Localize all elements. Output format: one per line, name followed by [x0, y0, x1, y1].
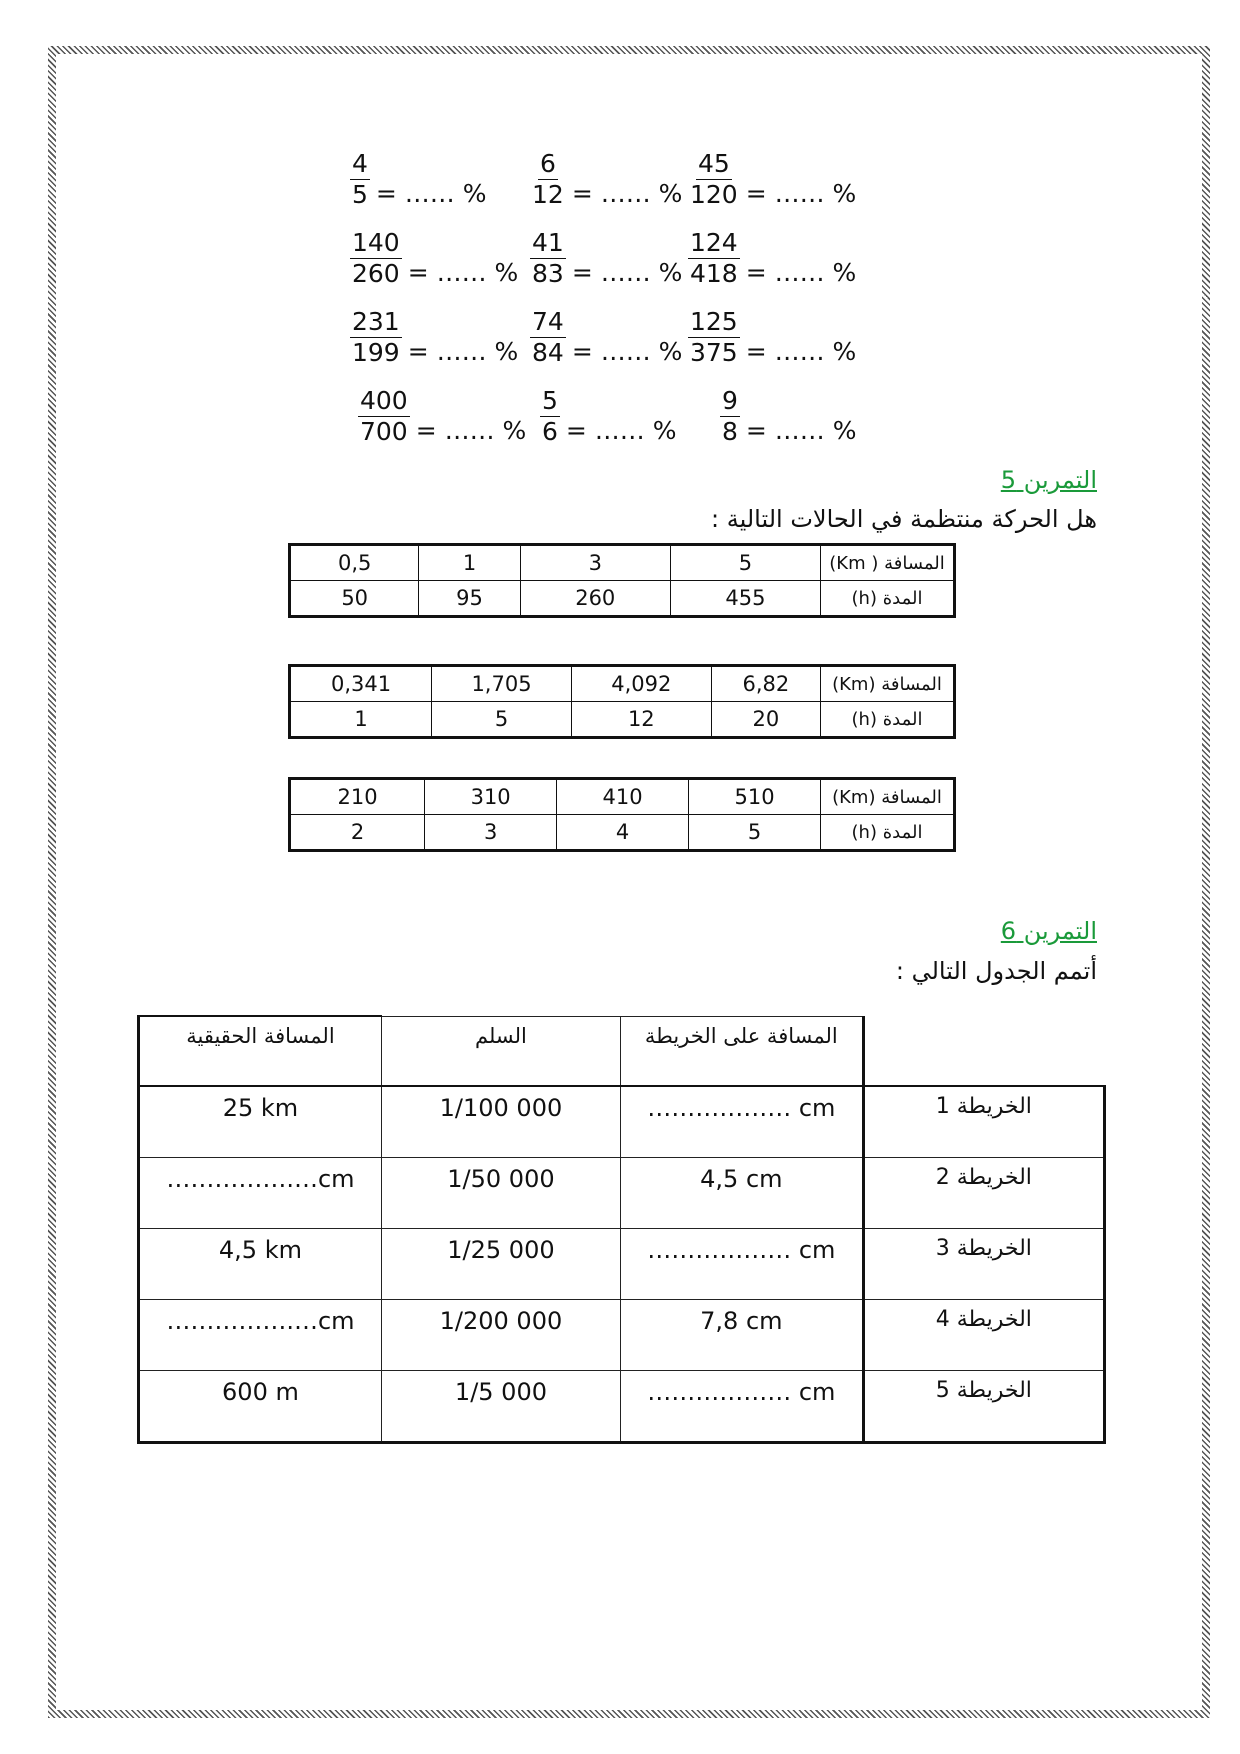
cell: 20	[711, 702, 820, 738]
denominator: 84	[532, 337, 564, 367]
denominator: 12	[532, 179, 564, 209]
motion-table-2	[288, 664, 956, 739]
fraction-row	[350, 229, 910, 308]
numerator: 4	[352, 149, 368, 178]
fraction-exercises	[350, 150, 910, 466]
cell: 12	[571, 702, 711, 738]
cell: 3	[425, 815, 557, 851]
percent-blank: = …… %	[407, 257, 519, 287]
map-label: الخريطة 4	[863, 1300, 1104, 1371]
denominator: 700	[360, 416, 408, 446]
exercise-6-instruction: أتمم الجدول التالي :	[895, 957, 1097, 985]
exercise-5-question: هل الحركة منتظمة في الحالات التالية :	[711, 505, 1097, 533]
cell: 510	[689, 779, 821, 815]
cell: 1	[290, 702, 432, 738]
fraction-item	[688, 229, 856, 287]
scale-cell: 1/5 000	[381, 1371, 620, 1443]
table-row	[139, 1086, 1105, 1158]
scale-header: السلم	[381, 1016, 620, 1086]
cell: 6,82	[711, 666, 820, 702]
percent-blank: = …… %	[565, 415, 677, 445]
cell: 95	[419, 581, 520, 617]
denominator: 375	[690, 337, 738, 367]
cell: 5	[670, 545, 820, 581]
percent-blank: = …… %	[745, 178, 857, 208]
duration-label: المدة (h)	[821, 702, 955, 738]
table-row	[139, 1158, 1105, 1229]
fraction-row	[350, 308, 910, 387]
fraction-row	[350, 387, 910, 466]
table-row	[139, 1229, 1105, 1300]
map-distance-header: المسافة على الخريطة	[621, 1016, 864, 1086]
percent-blank: = …… %	[745, 415, 857, 445]
duration-row	[290, 581, 955, 617]
fraction-item	[530, 229, 682, 287]
percent-blank: = …… %	[571, 178, 683, 208]
map-label: الخريطة 5	[863, 1371, 1104, 1443]
exercise-6-title: التمرين 6	[1000, 917, 1097, 945]
cell: 2	[290, 815, 425, 851]
cell: 260	[520, 581, 670, 617]
fraction-item	[350, 150, 487, 208]
real-distance-cell: 25 km	[139, 1086, 382, 1158]
fraction-item	[720, 387, 857, 445]
percent-blank: = …… %	[415, 415, 527, 445]
cell: 50	[290, 581, 419, 617]
cell: 3	[520, 545, 670, 581]
scale-cell: 1/25 000	[381, 1229, 620, 1300]
numerator: 231	[352, 307, 400, 336]
fraction-item	[540, 387, 677, 445]
numerator: 124	[690, 228, 738, 257]
denominator: 83	[532, 258, 564, 288]
denominator: 199	[352, 337, 400, 367]
cell: 0,341	[290, 666, 432, 702]
denominator: 418	[690, 258, 738, 288]
cell: 410	[557, 779, 689, 815]
scale-cell: 1/200 000	[381, 1300, 620, 1371]
map-distance-cell: 7,8 cm	[621, 1300, 864, 1371]
distance-row	[290, 666, 955, 702]
denominator: 6	[542, 416, 558, 446]
map-distance-cell: ……………… cm	[621, 1371, 864, 1443]
percent-blank: = …… %	[745, 257, 857, 287]
real-distance-cell: …………….…cm	[139, 1158, 382, 1229]
map-scale-table	[137, 1015, 1106, 1444]
cell: 4	[557, 815, 689, 851]
header-row	[139, 1016, 1105, 1086]
denominator: 8	[722, 416, 738, 446]
cell: 1	[419, 545, 520, 581]
table-row	[139, 1371, 1105, 1443]
cell: 5	[432, 702, 572, 738]
table-row	[139, 1300, 1105, 1371]
duration-row	[290, 702, 955, 738]
exercise-5-title: التمرين 5	[1000, 466, 1097, 494]
map-distance-cell: ……………… cm	[621, 1086, 864, 1158]
scale-cell: 1/100 000	[381, 1086, 620, 1158]
real-distance-cell: 600 m	[139, 1371, 382, 1443]
numerator: 9	[722, 386, 738, 415]
percent-blank: = …… %	[745, 336, 857, 366]
numerator: 6	[539, 149, 556, 178]
percent-blank: = …… %	[375, 178, 487, 208]
fraction-item	[350, 308, 518, 366]
map-label: الخريطة 2	[863, 1158, 1104, 1229]
cell: 310	[425, 779, 557, 815]
denominator: 120	[690, 179, 738, 209]
numerator: 5	[542, 386, 558, 415]
map-label: الخريطة 3	[863, 1229, 1104, 1300]
denominator: 5	[352, 179, 368, 209]
real-distance-cell: 4,5 km	[139, 1229, 382, 1300]
map-distance-cell: 4,5 cm	[621, 1158, 864, 1229]
cell: 4,092	[571, 666, 711, 702]
motion-table-3	[288, 777, 956, 852]
cell: 0,5	[290, 545, 419, 581]
numerator: 125	[690, 307, 738, 336]
cell: 1,705	[432, 666, 572, 702]
fraction-row	[350, 150, 910, 229]
duration-row	[290, 815, 955, 851]
percent-blank: = …… %	[571, 257, 683, 287]
denominator: 260	[352, 258, 400, 288]
fraction-item	[530, 308, 682, 366]
numerator: 74	[532, 307, 564, 336]
cell: 5	[689, 815, 821, 851]
distance-row	[290, 545, 955, 581]
scale-cell: 1/50 000	[381, 1158, 620, 1229]
map-distance-cell: ……………… cm	[621, 1229, 864, 1300]
fraction-item	[350, 229, 518, 287]
motion-table-1	[288, 543, 956, 618]
real-distance-cell: …………….…cm	[139, 1300, 382, 1371]
fraction-item	[688, 308, 856, 366]
numerator: 41	[532, 228, 564, 257]
percent-blank: = …… %	[571, 336, 683, 366]
cell: 455	[670, 581, 820, 617]
duration-label: المدة (h)	[821, 581, 955, 617]
fraction-item	[358, 387, 526, 445]
numerator: 400	[360, 386, 408, 415]
distance-label: المسافة ( Km)	[821, 545, 955, 581]
percent-blank: = …… %	[407, 336, 519, 366]
distance-label: المسافة (Km)	[821, 666, 955, 702]
numerator: 45	[697, 149, 730, 178]
empty-corner	[863, 1016, 1104, 1086]
duration-label: المدة (h)	[821, 815, 955, 851]
fraction-item	[688, 150, 856, 208]
map-label: الخريطة 1	[863, 1086, 1104, 1158]
distance-label: المسافة (Km)	[821, 779, 955, 815]
distance-row	[290, 779, 955, 815]
cell: 210	[290, 779, 425, 815]
numerator: 140	[352, 228, 400, 257]
fraction-item	[530, 150, 682, 208]
real-distance-header: المسافة الحقيقية	[139, 1016, 382, 1086]
